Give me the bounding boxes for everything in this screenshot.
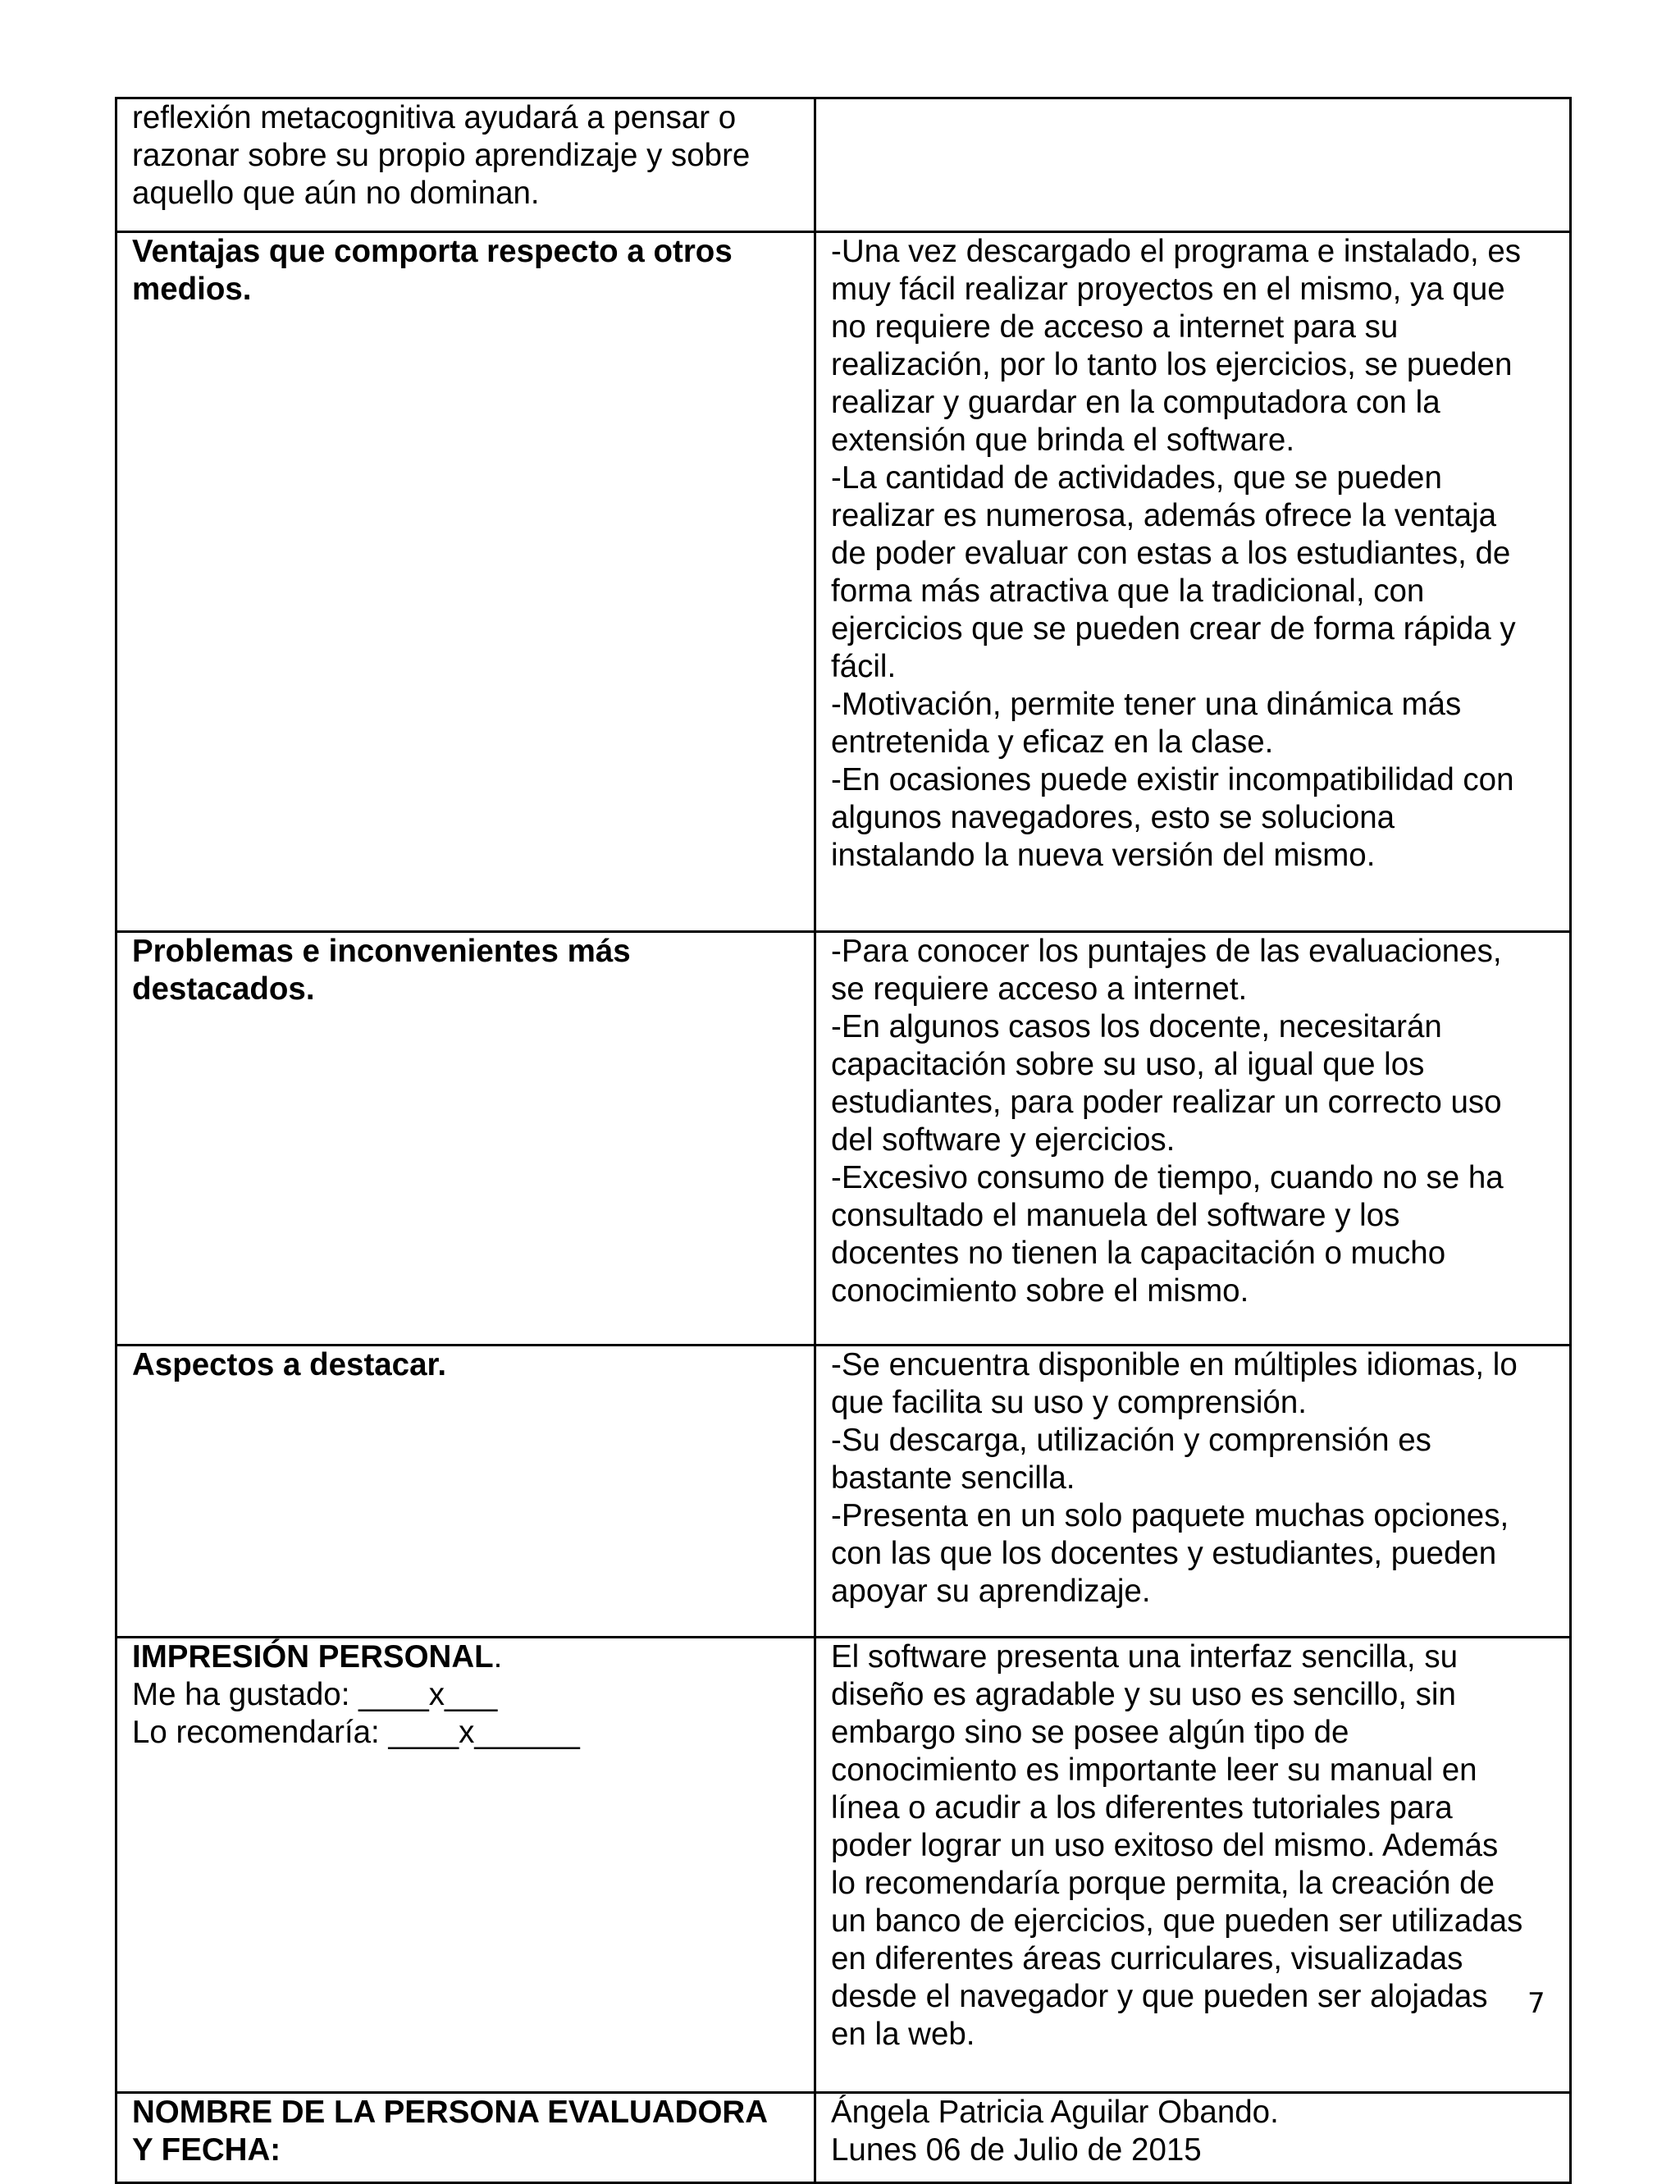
evaluation-text-line: instalando la nueva versión del mismo.: [831, 838, 1376, 873]
criterion-cell: [116, 932, 815, 1346]
evaluation-text-line: Ángela Patricia Aguilar Obando.: [831, 2095, 1279, 2130]
evaluation-text-line: diseño es agradable y su uso es sencillo, sin: [831, 1677, 1456, 1712]
criterion-label-line: Problemas e inconvenientes más: [132, 934, 631, 969]
evaluation-text-line: consultado el manuela del software y los: [831, 1198, 1400, 1233]
evaluation-text-line: poder lograr un uso exitoso del mismo. Además: [831, 1828, 1499, 1863]
criterion-cell: [116, 98, 815, 232]
criterion-cell: [116, 1346, 815, 1638]
criterion-label-line: [132, 1638, 802, 1676]
evaluation-text-line: -Se encuentra disponible en múltiples idiomas, lo: [831, 1347, 1518, 1382]
evaluation-text-line: embargo sino se posee algún tipo de: [831, 1715, 1349, 1750]
evaluation-cell: [815, 232, 1571, 932]
evaluation-cell: [815, 2093, 1571, 2183]
criterion-text-line: Lo recomendaría: ____x______: [132, 1715, 580, 1750]
criterion-text-line: Me ha gustado: ____x___: [132, 1677, 498, 1712]
table-row: [116, 1346, 1571, 1638]
evaluation-text-line: conocimiento es importante leer su manual en: [831, 1752, 1477, 1788]
evaluation-text-line: -En ocasiones puede existir incompatibilidad con: [831, 762, 1514, 797]
evaluation-text-line: apoyar su aprendizaje.: [831, 1574, 1151, 1609]
evaluation-text-line: -En algunos casos los docente, necesitarán: [831, 1009, 1442, 1044]
evaluation-text-line: -Una vez descargado el programa e instalado, es: [831, 234, 1522, 269]
criterion-cell: [116, 232, 815, 932]
criterion-label-line: medios.: [132, 272, 252, 307]
evaluation-text-line: realizar es numerosa, además ofrece la ventaja: [831, 498, 1497, 533]
criterion-text-line: razonar sobre su propio aprendizaje y sobre: [132, 138, 751, 173]
evaluation-text-line: extensión que brinda el software.: [831, 423, 1295, 458]
evaluation-text-line: desde el navegador y que pueden ser alojadas: [831, 1979, 1488, 2014]
criterion-label-line: Y FECHA:: [132, 2132, 281, 2168]
evaluation-text-line: un banco de ejercicios, que pueden ser utilizadas: [831, 1903, 1523, 1939]
evaluation-text-line: algunos navegadores, esto se soluciona: [831, 800, 1395, 835]
evaluation-text-line: línea o acudir a los diferentes tutoriales para: [831, 1790, 1453, 1825]
evaluation-text-line: en diferentes áreas curriculares, visualizadas: [831, 1941, 1463, 1976]
evaluation-text-line: -Motivación, permite tener una dinámica más: [831, 687, 1462, 722]
evaluation-text-line: no requiere de acceso a internet para su: [831, 309, 1399, 345]
evaluation-text-line: ejercicios que se pueden crear de forma rápida y: [831, 611, 1516, 647]
evaluation-text-line: bastante sencilla.: [831, 1460, 1075, 1496]
criterion-label-line: destacados.: [132, 971, 315, 1007]
evaluation-cell: [815, 1346, 1571, 1638]
evaluation-text-line: -Excesivo consumo de tiempo, cuando no se ha: [831, 1160, 1504, 1195]
table-row: [116, 1638, 1571, 2093]
evaluation-text-line: docentes no tienen la capacitación o mucho: [831, 1236, 1446, 1271]
evaluation-text-line: capacitación sobre su uso, al igual que los: [831, 1047, 1425, 1082]
evaluation-text-line: Lunes 06 de Julio de 2015: [831, 2132, 1202, 2168]
evaluation-cell: [815, 1638, 1571, 2093]
criterion-label-text: IMPRESIÓN PERSONAL: [132, 1639, 494, 1675]
table-row: [116, 932, 1571, 1346]
evaluation-text-line: del software y ejercicios.: [831, 1122, 1176, 1158]
criterion-label-line: NOMBRE DE LA PERSONA EVALUADORA: [132, 2095, 769, 2130]
evaluation-text-line: muy fácil realizar proyectos en el mismo, ya que: [831, 272, 1505, 307]
evaluation-table-body: [116, 98, 1571, 2183]
evaluation-table: [115, 97, 1572, 2184]
criterion-cell: [116, 2093, 815, 2183]
evaluation-text-line: -Presenta en un solo paquete muchas opciones,: [831, 1498, 1509, 1533]
evaluation-text-line: lo recomendaría porque permita, la creación de: [831, 1866, 1495, 1901]
evaluation-text-line: estudiantes, para poder realizar un correcto uso: [831, 1085, 1502, 1120]
evaluation-text-line: realizar y guardar en la computadora con la: [831, 385, 1440, 420]
evaluation-text-line: entretenida y eficaz en la clase.: [831, 724, 1274, 760]
evaluation-text-line: que facilita su uso y comprensión.: [831, 1385, 1307, 1420]
evaluation-text-line: conocimiento sobre el mismo.: [831, 1273, 1249, 1309]
table-row: [116, 2093, 1571, 2183]
evaluation-cell: [815, 98, 1571, 232]
evaluation-text-line: se requiere acceso a internet.: [831, 971, 1248, 1007]
table-row: [116, 232, 1571, 932]
evaluation-text-line: -Su descarga, utilización y comprensión es: [831, 1423, 1431, 1458]
evaluation-text-line: con las que los docentes y estudiantes, pueden: [831, 1536, 1497, 1571]
evaluation-text-line: realización, por lo tanto los ejercicios, se pueden: [831, 347, 1513, 382]
criterion-label-line: Ventajas que comporta respecto a otros: [132, 234, 733, 269]
evaluation-text-line: -Para conocer los puntajes de las evaluaciones,: [831, 934, 1502, 969]
evaluation-text-line: fácil.: [831, 649, 897, 684]
evaluation-text-line: El software presenta una interfaz sencilla, su: [831, 1639, 1458, 1675]
criterion-text-line: aquello que aún no dominan.: [132, 176, 540, 211]
evaluation-text-line: de poder evaluar con estas a los estudiantes, de: [831, 536, 1511, 571]
evaluation-cell: [815, 932, 1571, 1346]
criterion-text-line: reflexión metacognitiva ayudará a pensar o: [132, 100, 737, 135]
evaluation-text-line: -La cantidad de actividades, que se pueden: [831, 460, 1442, 496]
criterion-cell: [116, 1638, 815, 2093]
evaluation-text-line: en la web.: [831, 2017, 975, 2052]
criterion-label-suffix: .: [493, 1639, 503, 1675]
table-row: [116, 98, 1571, 232]
page-number: 7: [1527, 1987, 1545, 2020]
evaluation-text-line: forma más atractiva que la tradicional, con: [831, 573, 1425, 609]
criterion-label-line: Aspectos a destacar.: [132, 1347, 447, 1382]
